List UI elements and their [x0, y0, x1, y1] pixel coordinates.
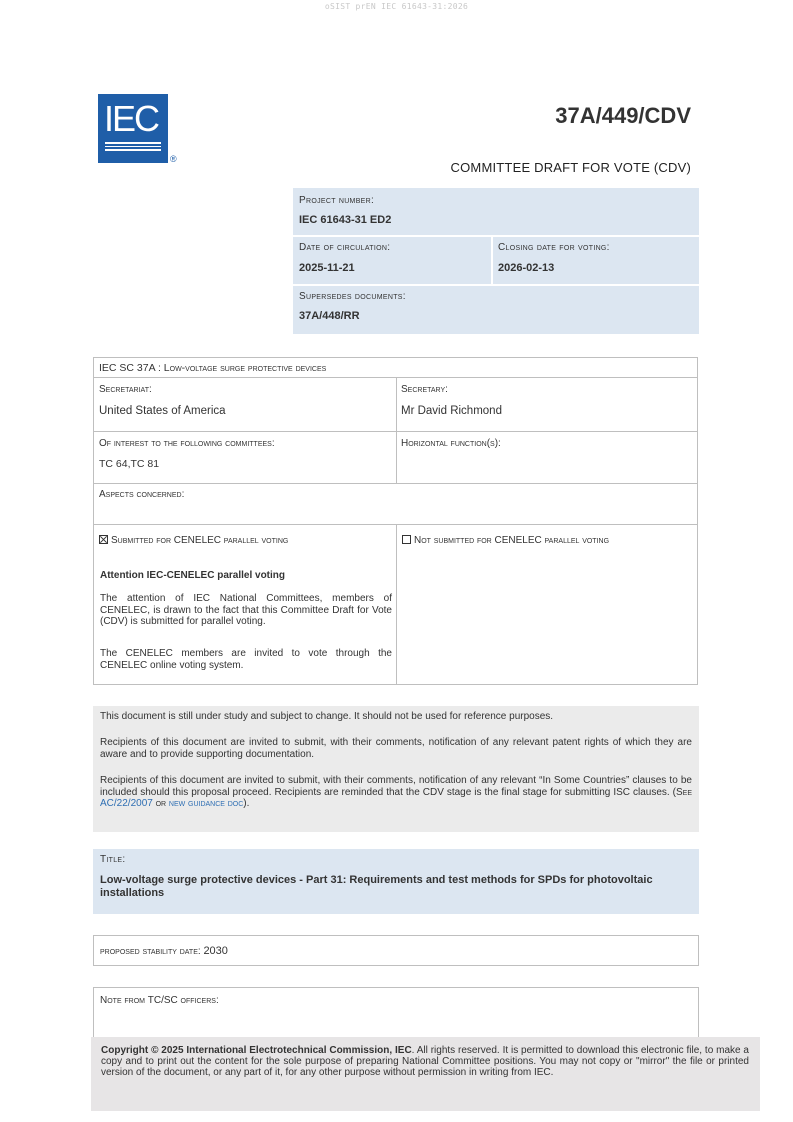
closing-cell	[493, 237, 699, 284]
title-box	[93, 849, 699, 914]
notice-paragraph-1: This document is still under study and subject to change. It should not be used for reference purposes.	[100, 711, 554, 722]
iec-logo	[98, 94, 168, 163]
unchecked-checkbox-icon	[402, 535, 411, 544]
interest-label: Of interest to the following committees:	[99, 438, 275, 449]
document-type: COMMITTEE DRAFT FOR VOTE (CDV)	[450, 160, 691, 175]
submitted-option: Submitted for CENELEC parallel voting	[99, 535, 288, 546]
new-guidance-doc-link[interactable]: new guidance doc	[168, 798, 244, 809]
document-title: Low-voltage surge protective devices - Part 31: Requirements and test methods for SPDs for photovoltaic installations	[100, 874, 653, 899]
stability-box	[93, 935, 699, 966]
title-label: Title:	[100, 854, 126, 865]
note-label: Note from TC/SC officers:	[100, 995, 219, 1006]
aspects-label: Aspects concerned:	[99, 489, 185, 500]
attention-paragraph-1: The attention of IEC National Committees, members of CENELEC, is drawn to the fact that this Committee Draft for Vote (CDV) is submitted for parallel voting.	[100, 593, 392, 627]
watermark: oSIST prEN IEC 61643-31:2026	[324, 2, 469, 11]
interest-value: TC 64,TC 81	[99, 458, 160, 470]
closing-date: 2026-02-13	[498, 262, 555, 274]
committee-table	[93, 357, 698, 685]
project-number: IEC 61643-31 ED2	[299, 214, 392, 226]
closing-label: Closing date for voting:	[498, 242, 610, 253]
committee-name: IEC SC 37A : Low-voltage surge protective devices	[99, 362, 327, 374]
not-submitted-option: Not submitted for CENELEC parallel voting	[402, 535, 609, 546]
copyright-text: Copyright © 2025 International Electrotechnical Commission, IEC. All rights reserved. It is permitted to download this electronic file, to make a copy and to print out the content for the sole purpose of preparing National Committee positions. You may not copy or "mirror" the file or printed version of the document, or any part of it, for any other purpose without permission in writing from IEC.	[101, 1045, 749, 1078]
supersedes-label: Supersedes documents:	[299, 291, 406, 302]
project-number-label: Project number:	[299, 195, 375, 206]
copyright-box	[91, 1037, 760, 1111]
secretary-value: Mr David Richmond	[401, 405, 502, 417]
horizontal-label: Horizontal function(s):	[401, 438, 501, 449]
ac-22-2007-link[interactable]: AC/22/2007	[100, 798, 153, 809]
stability-date: proposed stability date: 2030	[100, 945, 228, 957]
supersedes-docs: 37A/448/RR	[299, 310, 360, 322]
secretary-label: Secretary:	[401, 384, 448, 395]
notice-box	[93, 706, 699, 832]
circulation-date: 2025-11-21	[299, 262, 355, 274]
secretariat-label: Secretariat:	[99, 384, 152, 395]
supersedes-cell	[293, 286, 699, 334]
notice-paragraph-2: Recipients of this document are invited to submit, with their comments, notification of any relevant patent rights of which they are aware and to provide supporting documentation.	[100, 737, 692, 760]
circulation-cell	[293, 237, 491, 284]
notice-paragraph-3: Recipients of this document are invited to submit, with their comments, notification of any relevant “In Some Countries” clauses to be included should this proposal proceed. Recipients are reminded that the CDV stage is the final stage for submitting ISC clauses. (See AC/22/2007 or new guidance doc).	[100, 775, 692, 809]
checked-checkbox-icon	[99, 535, 108, 544]
attention-paragraph-2: The CENELEC members are invited to vote through the CENELEC online voting system.	[100, 648, 392, 671]
logo-lines	[105, 142, 161, 153]
logo-text: IEC	[104, 98, 159, 139]
document-number: 37A/449/CDV	[555, 103, 691, 128]
secretariat-value: United States of America	[99, 405, 226, 417]
project-number-cell	[293, 188, 699, 235]
attention-title: Attention IEC-CENELEC parallel voting	[100, 570, 286, 581]
circulation-label: Date of circulation:	[299, 242, 391, 253]
project-info-block	[293, 188, 699, 334]
registered-mark: ®	[170, 154, 177, 164]
